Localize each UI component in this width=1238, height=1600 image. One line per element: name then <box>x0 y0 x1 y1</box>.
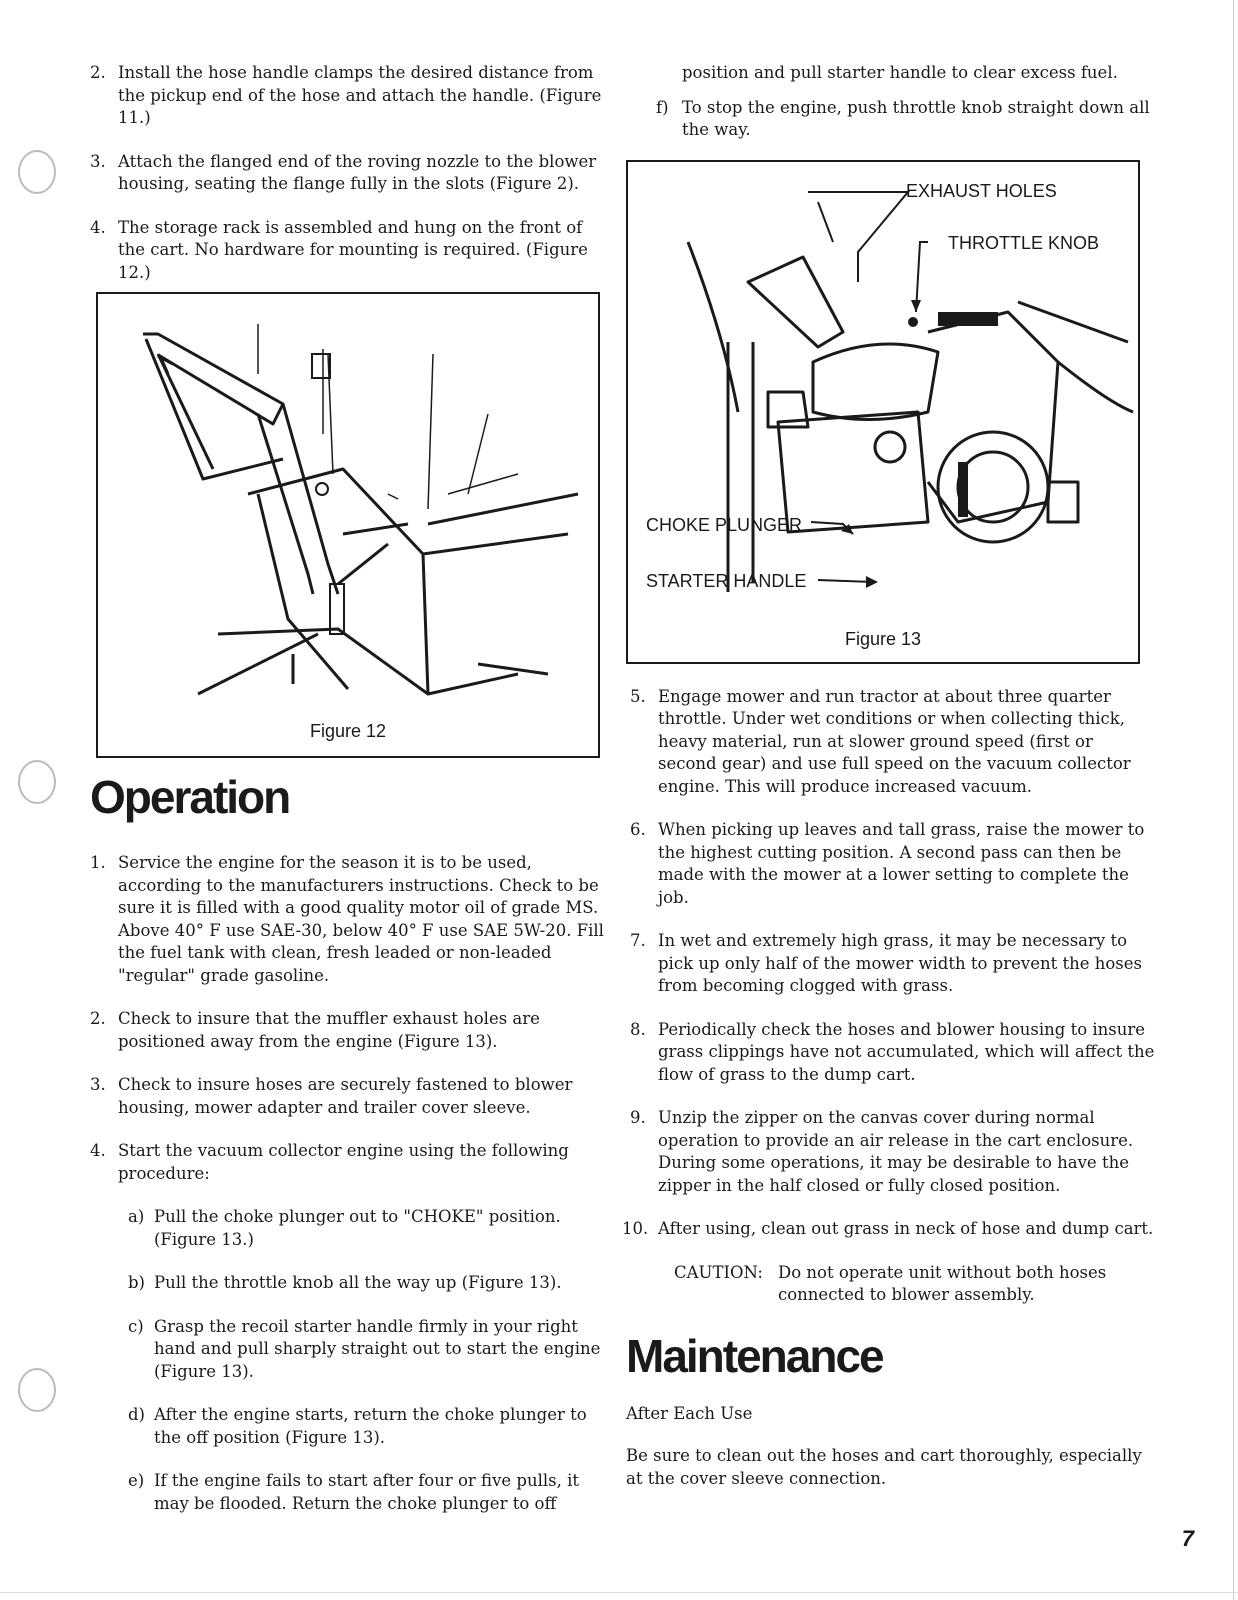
list-item: 10. After using, clean out grass in neck of hose and dump cart. <box>622 1219 1154 1238</box>
continued-text: position and pull starter handle to clear excess fuel. <box>682 63 1118 82</box>
maintenance-heading: Maintenance <box>626 1329 883 1382</box>
figure-13 <box>626 160 1140 664</box>
exhaust-holes-label: EXHAUST HOLES <box>906 180 1057 201</box>
figure-12 <box>96 292 600 758</box>
left-column <box>90 62 610 1536</box>
list-item: 2. Check to insure that the muffler exhaust holes are positioned away from the engine (Figure 13). <box>90 1009 540 1051</box>
list-item: 5. Engage mower and run tractor at about three quarter throttle. Under wet conditions or when collecting thick, heavy material, run at slower ground speed (first or second gear) and use full speed on the vacuum collector engine. This will produce increased vacuum. <box>630 686 1131 796</box>
list-item: 9. Unzip the zipper on the canvas cover during normal operation to provide an air release in the cart enclosure. During some operations, it may be desirable to have the zipper in the half closed or fully closed position. <box>630 1108 1134 1195</box>
scan-bottom-line <box>0 1592 1238 1593</box>
caution-label: CAUTION: <box>674 1262 763 1282</box>
sub-list-item: b) Pull the throttle knob all the way up (Figure 13). <box>128 1273 562 1292</box>
throttle-knob-label: THROTTLE KNOB <box>948 232 1100 253</box>
figure-12-caption: Figure 12 <box>309 721 387 741</box>
list-item: 7. In wet and extremely high grass, it may be necessary to pick up only half of the mower width to prevent the hoses from becoming clogged with grass. <box>630 931 1143 995</box>
list-item: 3. Attach the flanged end of the roving nozzle to the blower housing, seating the flange fully in the slots (Figure 2). <box>90 151 597 193</box>
list-item: 4. Start the vacuum collector engine using the following procedure: <box>90 1141 569 1183</box>
sub-list-item: d) After the engine starts, return the choke plunger to the off position (Figure 13). <box>128 1405 587 1447</box>
maintenance-paragraph: Be sure to clean out the hoses and cart thoroughly, especially at the cover sleeve connection. <box>626 1446 1142 1488</box>
list-item: 3. Check to insure hoses are securely fastened to blower housing, mower adapter and trailer cover sleeve. <box>90 1075 573 1117</box>
figure-13-caption: Figure 13 <box>844 628 922 649</box>
punch-hole <box>18 150 56 194</box>
list-item: 2. Install the hose handle clamps the desired distance from the pickup end of the hose and attach the handle. (Figure 11.) <box>90 63 602 127</box>
list-item: 6. When picking up leaves and tall grass, raise the mower to the highest cutting position. A second pass can then be made with the mower at a lower setting to complete the job. <box>630 820 1145 907</box>
storage-rack-illustration <box>98 294 598 756</box>
list-item: 1. Service the engine for the season it is to be used, according to the manufacturers instructions. Check to be sure it is filled with a good quality motor oil of grade MS. Above 40° F use SAE-30, below 40° F use SAE 5W-20. Fill the fuel tank with clean, fresh leaded or non-leaded "regular" grade gasoline. <box>90 853 604 985</box>
page-number: 7 <box>1181 1526 1194 1551</box>
after-each-use-subheading: After Each Use <box>626 1403 753 1423</box>
punch-hole <box>18 1368 56 1412</box>
caution-text: Do not operate unit without both hoses connected to blower assembly. <box>778 1262 1107 1304</box>
sub-list-item: e) If the engine fails to start after four or five pulls, it may be flooded. Return the choke plunger to off <box>128 1471 580 1513</box>
scan-edge-line <box>1233 0 1234 1600</box>
starter-handle-label: STARTER HANDLE <box>646 570 807 591</box>
sub-list-item: f) To stop the engine, push throttle knob straight down all the way. <box>656 97 1150 139</box>
sub-list-item: c) Grasp the recoil starter handle firmly in your right hand and pull sharply straight out to start the engine (Figure 13). <box>128 1316 601 1381</box>
choke-plunger-label: CHOKE PLUNGER <box>646 514 803 535</box>
punch-hole <box>18 760 56 804</box>
list-item: 8. Periodically check the hoses and blower housing to insure grass clippings have not accumulated, which will affect the flow of grass to the dump cart. <box>630 1019 1155 1084</box>
operation-heading: Operation <box>90 771 290 823</box>
list-item: 4. The storage rack is assembled and hung on the front of the cart. No hardware for mounting is required. (Figure 12.) <box>90 217 588 282</box>
sub-list-item: a) Pull the choke plunger out to "CHOKE" position. (Figure 13.) <box>128 1207 561 1249</box>
caution-note <box>674 1262 1156 1307</box>
right-column <box>622 62 1156 1510</box>
